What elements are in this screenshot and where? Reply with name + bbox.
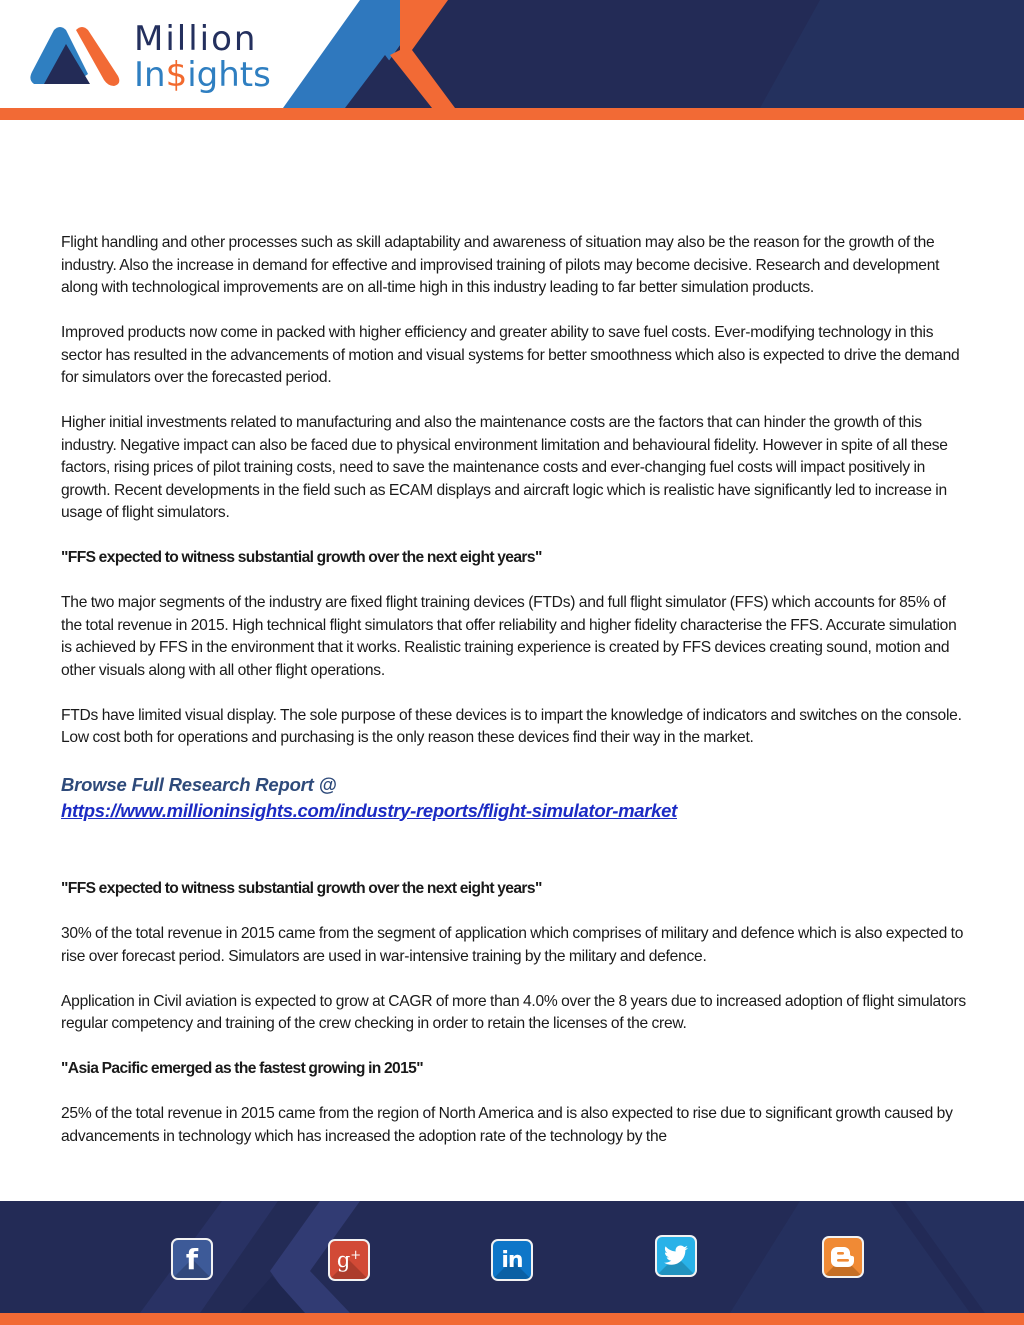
blogger-button[interactable] xyxy=(822,1236,864,1278)
twitter-bird-icon xyxy=(663,1245,689,1267)
report-link[interactable]: https://www.millioninsights.com/industry-reports/flight-simulator-market xyxy=(61,799,678,821)
browse-report-block xyxy=(61,772,966,825)
blogger-icon xyxy=(831,1245,855,1269)
paragraph: Higher initial investments related to manufacturing and also the maintenance costs are the factors that can hinder the growth of this industry. Negative impact can also be faced due to physical environment limitation and behavioural fidelity. However in spite of all these factors, rising prices of pilot training costs, need to save the maintenance costs and ever-changing fuel costs will impact positively in growth. Recent developments in the field such as ECAM displays and aircraft logic which is realistic have significantly led to increase in usage of flight simulators. xyxy=(61,414,948,521)
page-header xyxy=(0,0,1024,122)
paragraph: The two major segments of the industry are fixed flight training devices (FTDs) and full flight simulator (FFS) which accounts for 85% of the total revenue in 2015. High technical flight simulators that offer reliability and higher fidelity characterise the FFS. Accurate simulation is achieved by FFS in the environment that it works. Realistic training experience is created by FFS devices creating sound, motion and other visuals along with all other flight operations. xyxy=(61,594,957,679)
google-plus-button[interactable] xyxy=(328,1239,370,1281)
logo-word-insights xyxy=(134,55,271,95)
facebook-icon: f xyxy=(185,1242,199,1276)
section-heading: "FFS expected to witness substantial growth over the next eight years" xyxy=(61,880,542,897)
linkedin-button[interactable] xyxy=(491,1239,533,1281)
footer-orange-bar xyxy=(0,1313,1024,1325)
paragraph: Improved products now come in packed with higher efficiency and greater ability to save fuel costs. Ever-modifying technology in this sector has resulted in the advancements of motion and visual systems for better smoothness which also is expected to drive the demand for simulators over the forecasted period. xyxy=(61,324,960,386)
million-insights-logo xyxy=(30,19,280,97)
logo-insights-prefix: In xyxy=(134,55,166,95)
logo-dollar-sign: $ xyxy=(165,55,188,95)
logo-insights-suffix: ights xyxy=(187,55,271,95)
logo-word-million: Million xyxy=(134,19,258,59)
browse-report-label: Browse Full Research Report @ xyxy=(61,773,337,795)
paragraph: 30% of the total revenue in 2015 came from the segment of application which comprises of military and defence which is also expected to rise over forecast period. Simulators are used in war-intensive training by the military and defence. xyxy=(61,925,964,965)
twitter-button[interactable] xyxy=(655,1235,697,1277)
paragraph: FTDs have limited visual display. The sole purpose of these devices is to impart the knowledge of indicators and switches on the console. Low cost both for operations and purchasing is the only reason these devices find their way in the market. xyxy=(61,706,962,746)
paragraph: Application in Civil aviation is expected to grow at CAGR of more than 4.0% over the 8 years due to increased adoption of flight simulators regular competency and training of the crew checking in order to retain the licenses of the crew. xyxy=(61,992,966,1032)
section-heading: "FFS expected to witness substantial growth over the next eight years" xyxy=(61,549,542,566)
paragraph: Flight handling and other processes such as skill adaptability and awareness of situation may also be the reason for the growth of the industry. Also the increase in demand for effective and improvised training of pilots may become decisive. Research and development along with technological improvements are on all-time high in this industry leading to far better simulation products. xyxy=(61,234,940,296)
linkedin-icon: in xyxy=(501,1247,523,1273)
page-footer xyxy=(0,1201,1024,1325)
section-heading: "Asia Pacific emerged as the fastest growing in 2015" xyxy=(61,1060,424,1077)
spacer xyxy=(61,824,966,878)
facebook-button[interactable] xyxy=(171,1238,213,1280)
logo-mark-icon xyxy=(30,24,130,90)
paragraph: 25% of the total revenue in 2015 came from the region of North America and is also expected to rise due to significant growth caused by advancements in technology which has increased the adoption rate of the technology by the xyxy=(61,1105,953,1145)
document-body xyxy=(61,232,966,1171)
google-plus-icon: g+ xyxy=(336,1248,362,1272)
logo-wordmark xyxy=(134,19,271,95)
